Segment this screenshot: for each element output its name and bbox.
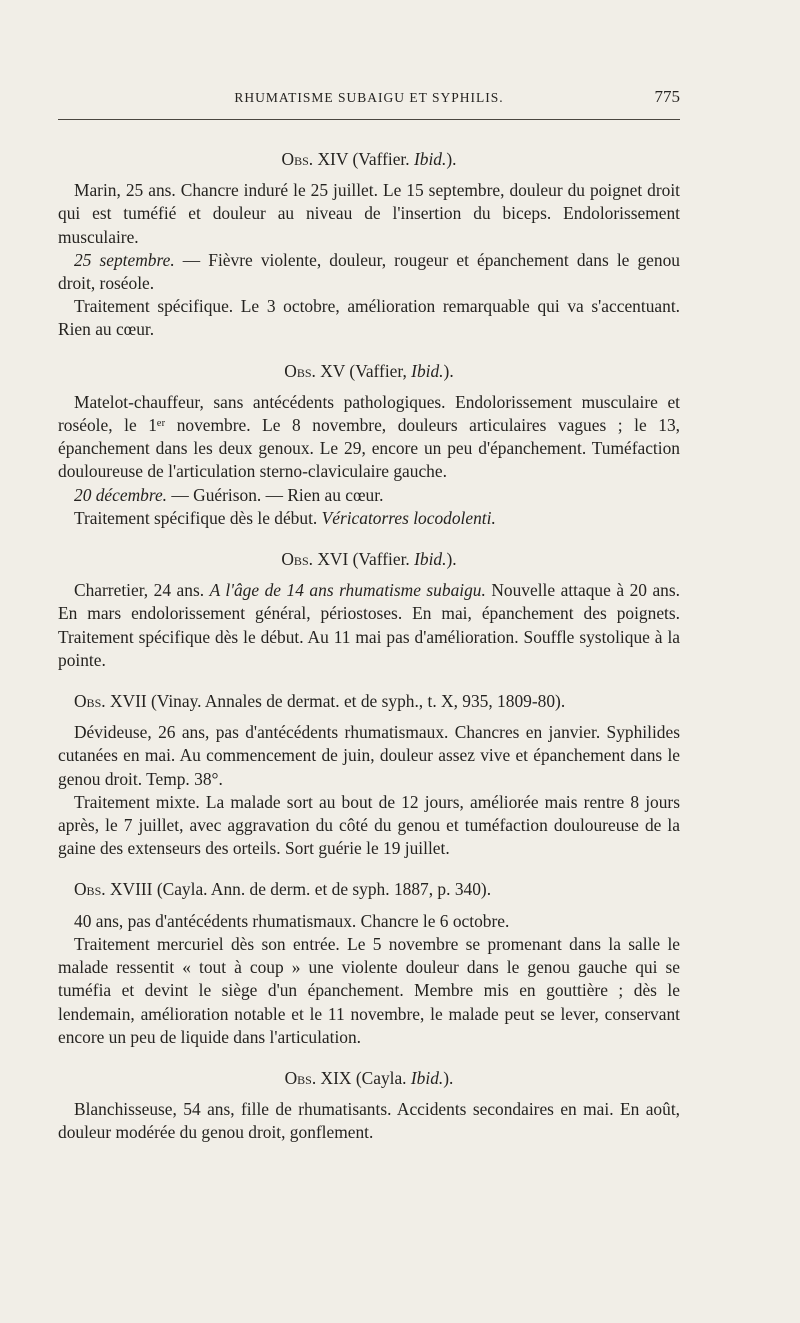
observation-title: Obs. XVI (Vaffier. Ibid.). xyxy=(281,549,457,570)
paragraph: Traitement mixte. La malade sort au bout de 12 jours, améliorée mais rentre 8 jours après, le 7 juillet, avec aggravation du côté du genou et tuméfaction douloureuse de la gaine des extenseurs des orteils. Sort guérie le 19 juillet. xyxy=(58,791,680,859)
paragraph: Charretier, 24 ans. A l'âge de 14 ans rhumatisme subaigu. Nouvelle attaque à 20 ans. En mars endolorissement général, périostoses. En mai, épanchement des poignets. Traitement spécifique dès le début. Au 11 mai pas d'amélioration. Souffle systolique à la pointe. xyxy=(58,580,680,670)
observation-xiv xyxy=(58,148,680,342)
paragraph: Traitement spécifique. Le 3 octobre, amélioration remarquable qui va s'accentuant. Rien au cœur. xyxy=(58,296,680,340)
observation-xix xyxy=(58,1067,680,1145)
header-rule xyxy=(58,119,680,120)
page-header xyxy=(58,86,680,112)
paragraph: 25 septembre. — Fièvre violente, douleur, rougeur et épanchement dans le genou droit, roséole. xyxy=(58,249,680,294)
observation-title: Obs. XIV (Vaffier. Ibid.). xyxy=(281,149,457,169)
paragraph: Marin, 25 ans. Chancre induré le 25 juillet. Le 15 septembre, douleur du poignet droit qui est tuméfié et douleur au niveau de l'insertion du biceps. Endolorissement musculaire. xyxy=(58,180,680,247)
paragraph: Dévideuse, 26 ans, pas d'antécédents rhumatismaux. Chancres en janvier. Syphilides cutanées en mai. Au commencement de juin, douleur assez vive et épanchement dans le genou droit. Temp. 38°. xyxy=(58,722,680,789)
observation-title: Obs. XV (Vaffier, Ibid.). xyxy=(284,360,454,381)
observation-xvi xyxy=(58,548,680,672)
paragraph: 40 ans, pas d'antécédents rhumatismaux. Chancre le 6 octobre. xyxy=(74,910,510,931)
paragraph: Traitement mercuriel dès son entrée. Le 5 novembre se promenant dans la salle le malade ressentit « tout à coup » une violente douleur dans le genou gauche qui se tuméfia et devint le siège d'un épanchement. Membre mis en gouttière ; dès le lendemain, amélioration notable et le 11 novembre, le malade peut se lever, conservant encore un peu de liquide dans l'articulation. xyxy=(58,933,680,1047)
observation-xvii xyxy=(58,690,680,860)
page-number: 775 xyxy=(654,87,680,106)
observation-title: Obs. XVII (Vinay. Annales de dermat. et de syph., t. X, 935, 1809-80). xyxy=(74,691,566,712)
paragraph: Traitement spécifique dès le début. Véricatorres locodolenti. xyxy=(74,507,496,528)
paragraph: Matelot-chauffeur, sans antécédents pathologiques. Endolorissement musculaire et roséole, le 1ᵉʳ novembre. Le 8 novembre, douleurs articulaires vagues ; le 13, épanchement dans les deux genoux. Le 29, encore un peu d'épanchement. Tuméfaction douloureuse de l'articulation sterno-claviculaire gauche. xyxy=(58,391,680,482)
observation-xviii xyxy=(58,878,680,1048)
observation-title: Obs. XVIII (Cayla. Ann. de derm. et de syph. 1887, p. 340). xyxy=(74,879,492,900)
observation-title: Obs. XIX (Cayla. Ibid.). xyxy=(284,1067,454,1088)
body-text xyxy=(58,148,680,1163)
paragraph: 20 décembre. — Guérison. — Rien au cœur. xyxy=(74,484,384,505)
running-head: RHUMATISME SUBAIGU ET SYPHILIS. xyxy=(234,90,504,105)
observation-xv xyxy=(58,360,680,530)
paragraph: Blanchisseuse, 54 ans, fille de rhumatisants. Accidents secondaires en mai. En août, douleur modérée du genou droit, gonflement. xyxy=(58,1099,680,1143)
